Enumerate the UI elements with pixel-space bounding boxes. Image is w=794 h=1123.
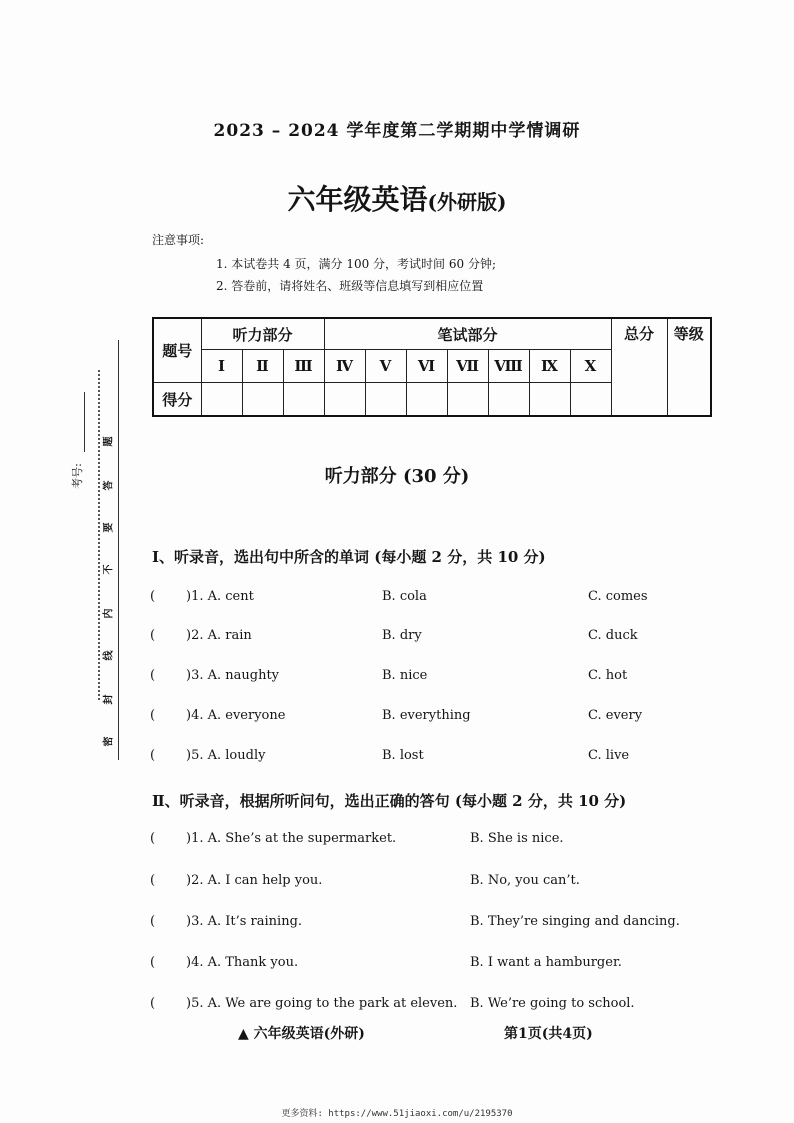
kaohao-label: 考号:: [70, 463, 84, 489]
question-option-a: )4. A. everyone: [186, 708, 286, 723]
question-option-a: )5. A. We are going to the park at eleven.: [186, 996, 458, 1011]
exam-subject: [0, 178, 794, 218]
score-cell-3[interactable]: [283, 383, 324, 417]
answer-paren[interactable]: (: [150, 996, 156, 1011]
note-item-1: 1. 本试卷共 4 页，满分 100 分，考试时间 60 分钟;: [216, 257, 497, 271]
footer-subject-text: 六年级英语(外研): [253, 1026, 365, 1042]
numeral-5: Ⅴ: [365, 350, 406, 383]
score-cell-4[interactable]: [324, 383, 365, 417]
question-option-a: )1. A. She’s at the supermarket.: [186, 831, 397, 846]
kaohao-underline: [84, 392, 85, 452]
margin-line: [118, 340, 119, 760]
margin-char-6: 线: [103, 650, 115, 661]
answer-paren[interactable]: (: [150, 914, 156, 929]
notes-heading: 注意事项:: [152, 233, 205, 247]
score-table: [152, 317, 712, 417]
numeral-4: Ⅳ: [324, 350, 365, 383]
score-cell-10[interactable]: [570, 383, 611, 417]
binding-margin: [72, 330, 132, 770]
answer-paren[interactable]: (: [150, 955, 156, 970]
margin-char-2: 答: [103, 480, 115, 491]
answer-paren[interactable]: (: [150, 873, 156, 888]
question-option-a: )5. A. loudly: [186, 748, 266, 763]
numeral-1: Ⅰ: [201, 350, 242, 383]
score-cell-8[interactable]: [488, 383, 529, 417]
tihao-label: 题号: [153, 318, 201, 383]
question-option-b: B. cola: [382, 589, 427, 604]
section-title: 听力部分 (30 分): [324, 466, 470, 487]
score-cell-6[interactable]: [406, 383, 447, 417]
footer-subject: [238, 1023, 365, 1043]
numeral-8: Ⅷ: [488, 350, 529, 383]
answer-paren[interactable]: (: [150, 831, 156, 846]
question-option-b: B. We’re going to school.: [470, 996, 635, 1011]
question-option-a: )3. A. It’s raining.: [186, 914, 303, 929]
page-number: 第1页(共4页): [504, 1026, 593, 1042]
answer-paren[interactable]: (: [150, 748, 156, 763]
question-option-a: )1. A. cent: [186, 589, 254, 604]
exam-title: 2023 – 2024 学年度第二学期期中学情调研: [213, 121, 581, 141]
written-header: 笔试部分: [324, 318, 611, 350]
subject-name: 六年级英语: [287, 183, 428, 216]
question-option-b: B. dry: [382, 628, 422, 643]
score-cell-1[interactable]: [201, 383, 242, 417]
part2-heading: Ⅱ、听录音，根据所听问句，选出正确的答句 (每小题 2 分，共 10 分): [152, 792, 627, 810]
triangle-icon: ▲: [238, 1026, 249, 1042]
question-option-a: )2. A. rain: [186, 628, 252, 643]
note-item-2: 2. 答卷前，请将姓名、班级等信息填写到相应位置: [216, 279, 484, 293]
grade-header: 等级: [667, 318, 711, 416]
edition-label: (外研版): [427, 190, 507, 214]
question-option-c: C. comes: [588, 589, 648, 604]
question-option-b: B. I want a hamburger.: [470, 955, 622, 970]
question-option-b: B. everything: [382, 708, 471, 723]
question-option-b: B. No, you can’t.: [470, 873, 580, 888]
question-option-b: B. nice: [382, 668, 428, 683]
margin-char-7: 封: [103, 694, 115, 705]
numeral-7: Ⅶ: [447, 350, 488, 383]
part1-heading: Ⅰ、听录音，选出句中所含的单词 (每小题 2 分，共 10 分): [152, 548, 546, 566]
margin-char-3: 要: [103, 522, 115, 533]
listening-header: 听力部分: [201, 318, 324, 350]
score-cell-2[interactable]: [242, 383, 283, 417]
question-option-a: )3. A. naughty: [186, 668, 280, 683]
question-option-c: C. every: [588, 708, 643, 723]
question-option-a: )2. A. I can help you.: [186, 873, 323, 888]
total-header: 总分: [611, 318, 667, 416]
question-option-b: B. They’re singing and dancing.: [470, 914, 680, 929]
numeral-9: Ⅸ: [529, 350, 570, 383]
answer-paren[interactable]: (: [150, 708, 156, 723]
defen-label: 得分: [153, 383, 201, 417]
question-option-b: B. She is nice.: [470, 831, 564, 846]
question-option-b: B. lost: [382, 748, 424, 763]
numeral-6: Ⅵ: [406, 350, 447, 383]
source-link[interactable]: 更多资料: https://www.51jiaoxi.com/u/2195370: [281, 1109, 513, 1119]
numeral-3: Ⅲ: [283, 350, 324, 383]
question-option-c: C. hot: [588, 668, 628, 683]
answer-paren[interactable]: (: [150, 628, 156, 643]
margin-char-5: 内: [103, 608, 115, 619]
numeral-10: Ⅹ: [570, 350, 611, 383]
question-option-c: C. live: [588, 748, 630, 763]
answer-paren[interactable]: (: [150, 668, 156, 683]
score-cell-5[interactable]: [365, 383, 406, 417]
score-cell-7[interactable]: [447, 383, 488, 417]
margin-char-4: 不: [103, 564, 115, 575]
question-option-a: )4. A. Thank you.: [186, 955, 299, 970]
score-cell-9[interactable]: [529, 383, 570, 417]
margin-char-8: 密: [103, 736, 115, 747]
margin-char-1: 题: [103, 436, 115, 447]
answer-paren[interactable]: (: [150, 589, 156, 604]
numeral-2: Ⅱ: [242, 350, 283, 383]
question-option-c: C. duck: [588, 628, 638, 643]
